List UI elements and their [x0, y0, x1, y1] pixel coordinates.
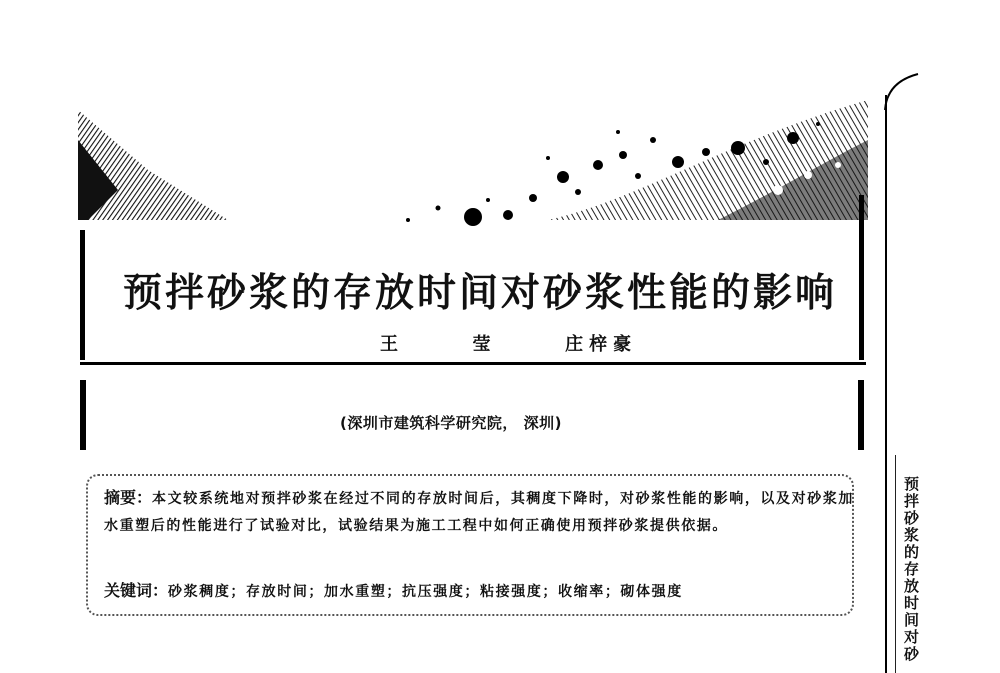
- side-margin-line: [885, 95, 887, 673]
- abstract-text: 本文较系统地对预拌砂浆在经过不同的存放时间后，其稠度下降时，对砂浆性能的影响，以及对砂浆加水重塑后的性能进行了试验对比，试验结果为施工工程中如何正确使用预拌砂浆提供依据。: [104, 491, 855, 534]
- side-title-rule: [895, 455, 896, 673]
- frame-bar-right-bottom: [858, 380, 864, 450]
- abstract-label: 摘要：: [104, 488, 153, 507]
- keywords-line: [104, 577, 683, 606]
- frame-bar-right-top: [859, 195, 864, 360]
- author-affiliation: (深圳市建筑科学研究院， 深圳): [340, 414, 562, 432]
- article-authors: 王 莹 庄梓豪: [380, 334, 638, 355]
- keywords-label: 关键词：: [104, 581, 169, 600]
- running-title: 预拌砂浆的存放时间对砂: [902, 476, 920, 663]
- header-banner-graphic: [78, 80, 868, 230]
- keywords-text: 砂浆稠度；存放时间；加水重塑；抗压强度；粘接强度；收缩率；砌体强度: [168, 584, 683, 600]
- frame-bar-left-bottom: [80, 380, 86, 450]
- abstract-paragraph: [104, 484, 854, 540]
- corner-curve-decoration: [882, 70, 922, 110]
- article-title: 预拌砂浆的存放时间对砂浆性能的影响: [122, 271, 837, 316]
- header-rule: [80, 362, 866, 365]
- frame-bar-left-top: [80, 230, 85, 360]
